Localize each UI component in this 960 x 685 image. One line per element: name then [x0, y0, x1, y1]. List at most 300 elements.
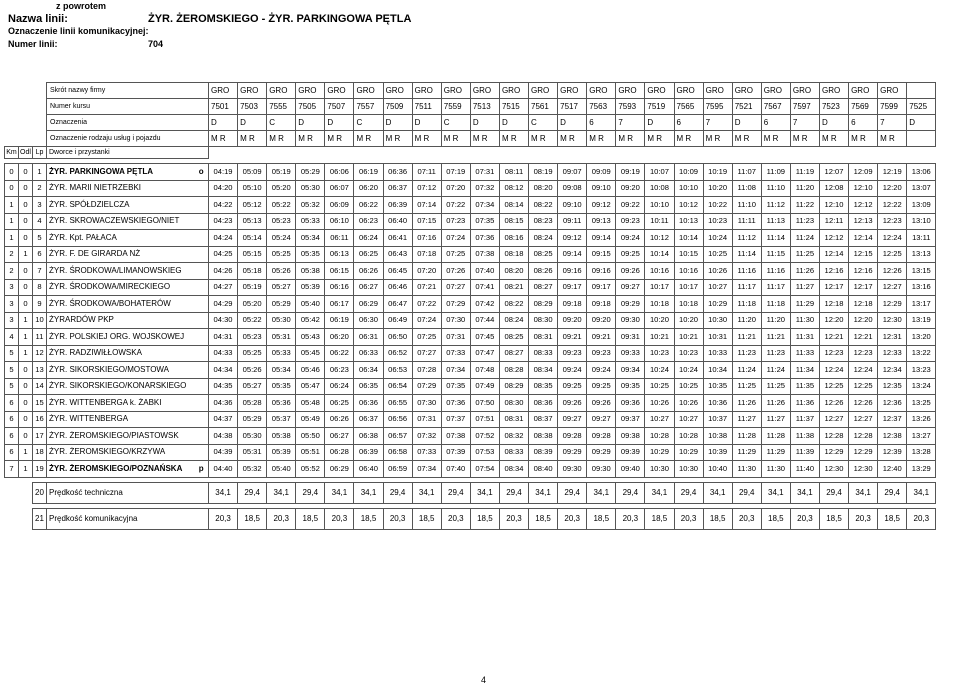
departure-time: 11:27 [790, 279, 819, 296]
departure-time: 09:21 [558, 329, 587, 346]
departure-time: 08:16 [499, 230, 528, 247]
departure-time: 07:37 [441, 411, 470, 428]
stop-km: 6 [5, 444, 19, 461]
service-cell: M R [819, 131, 848, 147]
departure-time: 12:15 [849, 246, 878, 263]
departure-time: 08:21 [499, 279, 528, 296]
stop-name: ŻYR. WITTENBERGA [47, 411, 195, 428]
departure-time: 12:37 [878, 411, 907, 428]
departure-time: 04:33 [209, 345, 238, 362]
departure-time: 04:27 [209, 279, 238, 296]
departure-time: 08:36 [529, 395, 558, 412]
service-cell: M R [732, 131, 761, 147]
departure-time: 11:25 [761, 378, 790, 395]
departure-time: 08:11 [499, 164, 528, 181]
departure-time: 12:19 [878, 164, 907, 181]
departure-time: 09:33 [616, 345, 645, 362]
departure-time: 11:19 [790, 164, 819, 181]
departure-time: 11:18 [761, 296, 790, 313]
departure-time: 12:14 [849, 230, 878, 247]
stop-km: 2 [5, 263, 19, 280]
departure-time: 07:41 [470, 279, 499, 296]
departure-time: 10:26 [674, 395, 703, 412]
departure-time: 11:23 [761, 345, 790, 362]
stop-row [5, 362, 936, 379]
stop-flag [195, 395, 209, 412]
departure-time: 05:40 [296, 296, 325, 313]
service-cell: M R [412, 131, 441, 147]
header-row-company [5, 83, 936, 99]
departure-time: 11:17 [732, 279, 761, 296]
stop-odl: 0 [19, 197, 33, 214]
departure-time: 07:50 [470, 395, 499, 412]
departure-time: 10:24 [645, 362, 674, 379]
departure-time: 12:25 [878, 246, 907, 263]
departure-time: 06:25 [325, 395, 354, 412]
odl-label: Odl [19, 147, 33, 159]
marking-cell: D [907, 115, 936, 131]
marking-cell: 6 [849, 115, 878, 131]
departure-time: 07:24 [412, 312, 441, 329]
departure-time: 11:11 [732, 213, 761, 230]
departure-time: 08:23 [529, 213, 558, 230]
departure-time: 09:24 [558, 362, 587, 379]
departure-time: 08:30 [529, 312, 558, 329]
departure-time: 05:23 [238, 329, 267, 346]
departure-time: 07:33 [441, 345, 470, 362]
stop-row [5, 461, 936, 478]
departure-time: 10:14 [645, 246, 674, 263]
company-cell: GRO [441, 83, 470, 99]
stop-km: 7 [5, 461, 19, 478]
departure-time: 12:29 [878, 296, 907, 313]
stop-flag [195, 263, 209, 280]
departure-time: 07:31 [412, 411, 441, 428]
course-number-cell: 7519 [645, 99, 674, 115]
marking-cell: D [209, 115, 238, 131]
service-cell: M R [558, 131, 587, 147]
departure-time: 12:20 [878, 180, 907, 197]
departure-time: 13:13 [907, 246, 936, 263]
stop-odl: 0 [19, 279, 33, 296]
departure-time: 06:49 [383, 312, 412, 329]
departure-time: 08:38 [529, 428, 558, 445]
course-number-cell: 7515 [499, 99, 528, 115]
stop-km: 2 [5, 246, 19, 263]
service-cell: M R [499, 131, 528, 147]
stop-km: 3 [5, 312, 19, 329]
departure-time: 11:08 [732, 180, 761, 197]
departure-time: 10:20 [674, 312, 703, 329]
departure-time: 06:52 [383, 345, 412, 362]
speed-value: 34,1 [645, 482, 674, 503]
departure-time: 05:20 [267, 180, 296, 197]
company-cell: GRO [354, 83, 383, 99]
stop-row [5, 296, 936, 313]
course-number-cell: 7509 [383, 99, 412, 115]
speed-value: 34,1 [790, 482, 819, 503]
company-cell: GRO [761, 83, 790, 99]
course-number-cell: 7559 [441, 99, 470, 115]
stop-odl: 0 [19, 263, 33, 280]
departure-time: 07:36 [470, 230, 499, 247]
departure-time: 06:24 [325, 378, 354, 395]
departure-time: 04:29 [209, 296, 238, 313]
departure-time: 07:38 [470, 246, 499, 263]
departure-time: 10:21 [645, 329, 674, 346]
departure-time: 09:13 [587, 213, 616, 230]
speed-value: 20,3 [907, 508, 936, 529]
stop-flag [195, 428, 209, 445]
departure-time: 12:24 [849, 362, 878, 379]
departure-time: 12:39 [878, 444, 907, 461]
departure-time: 10:27 [703, 279, 732, 296]
departure-time: 10:20 [645, 312, 674, 329]
service-cell: M R [674, 131, 703, 147]
stop-lp: 2 [33, 180, 47, 197]
departure-time: 04:24 [209, 230, 238, 247]
departure-time: 05:31 [267, 329, 296, 346]
stop-name: ŻYR. ŻEROMSKIEGO/KRZYWA [47, 444, 195, 461]
course-number-cell: 7513 [470, 99, 499, 115]
departure-time: 09:23 [587, 345, 616, 362]
departure-time: 11:29 [790, 296, 819, 313]
header-row-course [5, 99, 936, 115]
departure-time: 12:28 [849, 428, 878, 445]
speed-value: 18,5 [703, 508, 732, 529]
departure-time: 11:17 [761, 279, 790, 296]
departure-time: 10:07 [645, 164, 674, 181]
departure-time: 10:15 [674, 246, 703, 263]
service-cell: M R [325, 131, 354, 147]
departure-time: 10:18 [674, 296, 703, 313]
departure-time: 09:39 [616, 444, 645, 461]
departure-time: 06:20 [354, 180, 383, 197]
departure-time: 12:24 [878, 230, 907, 247]
departure-time: 11:36 [790, 395, 819, 412]
departure-time: 06:54 [383, 378, 412, 395]
departure-time: 07:20 [441, 180, 470, 197]
departure-time: 10:24 [703, 230, 732, 247]
header-label-course: Numer kursu [47, 99, 209, 115]
departure-time: 09:08 [558, 180, 587, 197]
stop-row [5, 263, 936, 280]
departure-time: 07:32 [470, 180, 499, 197]
departure-time: 07:34 [412, 461, 441, 478]
departure-time: 10:28 [674, 428, 703, 445]
departure-time: 07:25 [441, 246, 470, 263]
departure-time: 08:34 [499, 461, 528, 478]
stop-flag: o [195, 164, 209, 181]
departure-time: 11:30 [732, 461, 761, 478]
departure-time: 09:30 [558, 461, 587, 478]
service-cell: M R [849, 131, 878, 147]
departure-time: 09:27 [587, 411, 616, 428]
departure-time: 06:47 [383, 296, 412, 313]
stop-lp: 16 [33, 411, 47, 428]
speed-value: 34,1 [529, 482, 558, 503]
stop-name: ŻYR. SKROWACZEWSKIEGO/NIET [47, 213, 195, 230]
departure-time: 12:25 [819, 378, 848, 395]
departure-time: 11:27 [732, 411, 761, 428]
departure-time: 07:29 [441, 296, 470, 313]
speed-value: 20,3 [325, 508, 354, 529]
departure-time: 07:31 [441, 329, 470, 346]
departure-time: 09:26 [587, 395, 616, 412]
course-number-cell: 7569 [849, 99, 878, 115]
service-cell: M R [529, 131, 558, 147]
departure-time: 08:25 [499, 329, 528, 346]
departure-time: 11:21 [761, 329, 790, 346]
stop-row [5, 197, 936, 214]
departure-time: 13:07 [907, 180, 936, 197]
departure-time: 06:38 [354, 428, 383, 445]
departure-time: 12:23 [819, 345, 848, 362]
company-cell: GRO [732, 83, 761, 99]
departure-time: 06:40 [383, 213, 412, 230]
departure-time: 05:22 [238, 312, 267, 329]
departure-time: 07:23 [441, 213, 470, 230]
speed-value: 29,4 [383, 482, 412, 503]
departure-time: 05:45 [296, 345, 325, 362]
departure-time: 10:12 [674, 197, 703, 214]
stop-name: ŻYR. ŻEROMSKIEGO/PIASTOWSK [47, 428, 195, 445]
departure-time: 11:12 [761, 197, 790, 214]
departure-time: 08:20 [529, 180, 558, 197]
departure-time: 11:24 [732, 362, 761, 379]
departure-time: 10:20 [703, 180, 732, 197]
stop-odl: 1 [19, 444, 33, 461]
speed-value: 29,4 [674, 482, 703, 503]
departure-time: 05:09 [238, 164, 267, 181]
speed-value: 29,4 [238, 482, 267, 503]
departure-time: 06:43 [383, 246, 412, 263]
departure-time: 10:08 [645, 180, 674, 197]
departure-time: 10:23 [645, 345, 674, 362]
departure-time: 12:16 [819, 263, 848, 280]
departure-time: 05:34 [296, 230, 325, 247]
departure-time: 04:37 [209, 411, 238, 428]
departure-time: 11:29 [732, 444, 761, 461]
departure-time: 12:29 [849, 444, 878, 461]
departure-time: 07:35 [441, 378, 470, 395]
course-number-cell: 7521 [732, 99, 761, 115]
departure-time: 05:29 [267, 296, 296, 313]
stop-row [5, 180, 936, 197]
departure-time: 12:17 [849, 279, 878, 296]
departure-time: 05:19 [238, 279, 267, 296]
departure-time: 10:30 [674, 461, 703, 478]
departure-time: 11:09 [761, 164, 790, 181]
speed-value: 29,4 [616, 482, 645, 503]
departure-time: 10:33 [703, 345, 732, 362]
departure-time: 10:14 [674, 230, 703, 247]
speed-value: 18,5 [819, 508, 848, 529]
departure-time: 07:32 [412, 428, 441, 445]
stop-lp: 9 [33, 296, 47, 313]
departure-time: 11:28 [732, 428, 761, 445]
departure-time: 05:38 [296, 263, 325, 280]
company-cell: GRO [267, 83, 296, 99]
departure-time: 04:38 [209, 428, 238, 445]
departure-time: 09:35 [616, 378, 645, 395]
departure-time: 11:24 [761, 362, 790, 379]
departure-time: 06:35 [354, 378, 383, 395]
stop-row [5, 329, 936, 346]
departure-time: 07:22 [412, 296, 441, 313]
departure-time: 09:17 [558, 279, 587, 296]
departure-time: 11:23 [732, 345, 761, 362]
departure-time: 06:09 [325, 197, 354, 214]
stop-name: ŻYR. ŻEROMSKIEGO/POZNAŃSKA [47, 461, 195, 478]
departure-time: 08:22 [499, 296, 528, 313]
footer-row [5, 482, 936, 503]
departure-time: 09:24 [616, 230, 645, 247]
course-number-cell: 7595 [703, 99, 732, 115]
departure-time: 05:50 [296, 428, 325, 445]
departure-time: 12:23 [849, 345, 878, 362]
departure-time: 13:19 [907, 312, 936, 329]
departure-time: 06:56 [383, 411, 412, 428]
departure-time: 05:26 [238, 362, 267, 379]
marking-cell: 7 [790, 115, 819, 131]
course-number-cell: 7525 [907, 99, 936, 115]
stop-name: ŻYR. F. DE GIRARDA NŻ [47, 246, 195, 263]
departure-time: 07:29 [412, 378, 441, 395]
company-cell: GRO [499, 83, 528, 99]
departure-time: 10:25 [645, 378, 674, 395]
departure-time: 12:24 [819, 362, 848, 379]
departure-time: 07:31 [470, 164, 499, 181]
departure-time: 09:14 [558, 246, 587, 263]
page-number: 4 [481, 675, 487, 685]
departure-time: 10:26 [645, 395, 674, 412]
departure-time: 07:34 [470, 197, 499, 214]
departure-time: 11:28 [761, 428, 790, 445]
departure-time: 11:20 [790, 180, 819, 197]
stop-flag [195, 246, 209, 263]
course-number-cell: 7503 [238, 99, 267, 115]
departure-time: 07:11 [412, 164, 441, 181]
departure-time: 06:53 [383, 362, 412, 379]
speed-value: 18,5 [470, 508, 499, 529]
stop-odl: 0 [19, 395, 33, 412]
departure-time: 05:46 [296, 362, 325, 379]
departure-time: 09:10 [587, 180, 616, 197]
departure-time: 09:40 [616, 461, 645, 478]
stop-km: 5 [5, 345, 19, 362]
departure-time: 12:10 [849, 180, 878, 197]
stop-odl: 1 [19, 461, 33, 478]
departure-time: 12:27 [819, 411, 848, 428]
departure-time: 06:39 [383, 197, 412, 214]
departure-time: 08:24 [529, 230, 558, 247]
marking-cell: C [529, 115, 558, 131]
departure-time: 05:29 [238, 411, 267, 428]
stop-odl: 1 [19, 329, 33, 346]
departure-time: 06:37 [354, 411, 383, 428]
departure-time: 09:36 [616, 395, 645, 412]
company-cell: GRO [790, 83, 819, 99]
stop-lp: 18 [33, 444, 47, 461]
stop-lp: 15 [33, 395, 47, 412]
company-cell: GRO [209, 83, 238, 99]
departure-time: 12:36 [878, 395, 907, 412]
departure-time: 06:29 [354, 296, 383, 313]
departure-time: 08:37 [529, 411, 558, 428]
departure-time: 10:35 [703, 378, 732, 395]
departure-time: 08:34 [529, 362, 558, 379]
stop-km: 1 [5, 230, 19, 247]
departure-time: 08:33 [529, 345, 558, 362]
departure-time: 11:12 [732, 230, 761, 247]
departure-time: 07:44 [470, 312, 499, 329]
departure-time: 07:22 [441, 197, 470, 214]
stop-flag [195, 378, 209, 395]
departure-time: 06:07 [325, 180, 354, 197]
stop-row [5, 411, 936, 428]
departure-time: 12:40 [878, 461, 907, 478]
stop-km: 0 [5, 180, 19, 197]
departure-time: 05:43 [296, 329, 325, 346]
departure-time: 11:18 [732, 296, 761, 313]
departure-time: 10:40 [703, 461, 732, 478]
stop-name: ŻYR. ŚRODKOWA/MIRECKIEGO [47, 279, 195, 296]
marking-cell: D [499, 115, 528, 131]
stop-odl: 0 [19, 213, 33, 230]
departure-time: 06:26 [325, 411, 354, 428]
departure-time: 05:29 [296, 164, 325, 181]
course-number-cell: 7599 [878, 99, 907, 115]
departure-time: 09:20 [587, 312, 616, 329]
stop-flag [195, 296, 209, 313]
departure-time: 07:27 [441, 279, 470, 296]
departure-time: 13:15 [907, 263, 936, 280]
company-cell: GRO [296, 83, 325, 99]
stop-name: ŻYR. RADZIWIŁŁOWSKA [47, 345, 195, 362]
departure-time: 11:22 [790, 197, 819, 214]
course-number-cell: 7511 [412, 99, 441, 115]
service-cell: M R [761, 131, 790, 147]
departure-time: 11:20 [732, 312, 761, 329]
departure-time: 10:16 [674, 263, 703, 280]
departure-time: 11:23 [790, 213, 819, 230]
service-cell: M R [209, 131, 238, 147]
departure-time: 09:18 [587, 296, 616, 313]
stop-lp: 4 [33, 213, 47, 230]
marking-cell: C [354, 115, 383, 131]
course-number-cell: 7507 [325, 99, 354, 115]
service-cell: M R [296, 131, 325, 147]
course-number-cell: 7517 [558, 99, 587, 115]
service-cell: M R [441, 131, 470, 147]
course-number-cell: 7593 [616, 99, 645, 115]
departure-time: 08:25 [529, 246, 558, 263]
departure-time: 06:19 [354, 164, 383, 181]
departure-time: 09:38 [616, 428, 645, 445]
stop-name: ŻYRARDÓW PKP [47, 312, 195, 329]
stop-row [5, 230, 936, 247]
departure-time: 07:12 [412, 180, 441, 197]
departure-time: 12:13 [849, 213, 878, 230]
departure-time: 10:13 [674, 213, 703, 230]
departure-time: 06:24 [354, 230, 383, 247]
company-cell: GRO [703, 83, 732, 99]
departure-time: 07:27 [412, 345, 441, 362]
departure-time: 12:18 [819, 296, 848, 313]
stop-flag [195, 230, 209, 247]
header-label-marking: Oznaczenia [47, 115, 209, 131]
